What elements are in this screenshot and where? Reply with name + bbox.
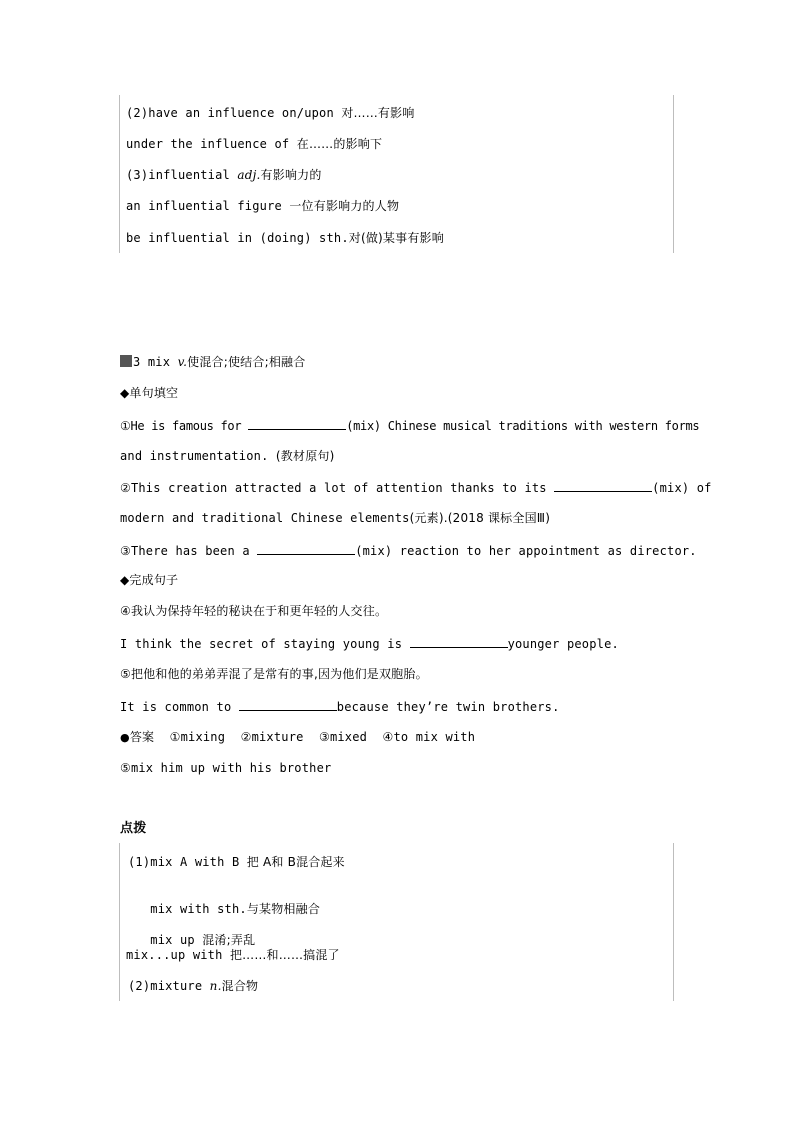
line-zh: 把……和……搞混了 — [229, 948, 340, 962]
q-text: younger people. — [507, 637, 619, 651]
question-2-cont — [120, 510, 550, 526]
box2-line-3 — [128, 916, 255, 948]
answer-marker-icon: ● — [120, 731, 130, 744]
box2-line-4 — [126, 947, 340, 963]
entry-heading — [120, 354, 305, 370]
box2-line-5 — [128, 978, 258, 994]
box2-line-2 — [128, 885, 320, 917]
q-text: ①He is famous for — [120, 419, 249, 433]
line-en: (1)mix A with B — [128, 855, 247, 869]
q-text: (mix) of — [652, 481, 712, 495]
line-en: (2)mixture — [128, 979, 210, 993]
tip-title: 点拨 — [120, 821, 147, 836]
line-zh: 对……有影响 — [341, 106, 415, 120]
part-of-speech: adj. — [237, 168, 261, 182]
box1-line-5 — [126, 230, 444, 246]
line-zh: 把 A和 B混合起来 — [246, 855, 345, 869]
answer-blank — [239, 698, 337, 711]
question-1 — [120, 417, 699, 434]
answer-blank — [248, 417, 346, 430]
q-text: because they’re twin brothers. — [336, 700, 560, 714]
answer-blank — [257, 542, 355, 555]
question-5 — [120, 698, 560, 715]
answer-blank — [410, 635, 508, 648]
q-text: (mix) reaction to her appointment as director. — [355, 544, 697, 558]
answer-label: 答案 — [129, 730, 155, 744]
line-en: an influential figure — [126, 199, 290, 213]
box1-line-2 — [126, 136, 382, 152]
q-text: modern and traditional Chinese elements — [120, 511, 410, 525]
question-4-zh: ④我认为保持年轻的秘诀在于和更年轻的人交往。 — [120, 604, 388, 618]
answer-line-2: ⑤mix him up with his brother — [120, 761, 332, 775]
box1-line-4 — [126, 198, 399, 214]
answer-item: ③mixed — [318, 730, 368, 744]
line-en: (2)have an influence on/upon — [126, 106, 342, 120]
question-5-zh: ⑤把他和他的弟弟弄混了是常有的事,因为他们是双胞胎。 — [120, 667, 428, 681]
question-4 — [120, 635, 619, 652]
line-en: under the influence of — [126, 137, 297, 151]
line-en: mix up — [142, 933, 203, 947]
question-3 — [120, 542, 697, 559]
entry-meaning: 使混合;使结合;相融合 — [187, 355, 306, 369]
q-text: and instrumentation. — [120, 449, 276, 463]
line-zh: 在……的影响下 — [296, 137, 383, 151]
section-title-complete-sentence: ◆完成句子 — [120, 573, 179, 587]
line-zh: 混合物 — [221, 979, 259, 993]
line-en: (3)influential — [126, 168, 238, 182]
entry-pos: v. — [177, 355, 188, 369]
line-en: mix with sth. — [142, 902, 247, 916]
answer-item: ④to mix with — [382, 730, 476, 744]
box1-line-1 — [126, 105, 415, 121]
part-of-speech: n. — [209, 979, 222, 993]
q-text: (mix) Chinese musical traditions with western forms — [346, 419, 700, 433]
entry-word: 3 mix — [133, 355, 178, 369]
box1-line-3 — [126, 167, 322, 183]
q-text: It is common to — [120, 700, 239, 714]
box2-line-1 — [128, 854, 345, 870]
question-1-cont — [120, 448, 335, 464]
q-text: ②This creation attracted a lot of attention thanks to its — [120, 481, 555, 495]
q-source: (教材原句) — [275, 449, 335, 463]
answer-line — [120, 729, 475, 746]
question-2 — [120, 479, 712, 496]
answer-item: ②mixture — [240, 730, 304, 744]
line-en: be influential in (doing) sth. — [126, 231, 349, 245]
q-text: I think the secret of staying young is — [120, 637, 410, 651]
answer-item: ①mixing — [169, 730, 226, 744]
q-text: ③There has been a — [120, 544, 258, 558]
line-en: mix...up with — [126, 948, 230, 962]
section-title-fill-in: ◆单句填空 — [120, 386, 179, 400]
entry-square-icon — [120, 355, 132, 367]
q-source: (元素).(2018 课标全国Ⅲ) — [409, 511, 551, 525]
line-zh: 与某物相融合 — [246, 902, 321, 916]
line-zh: 对(做)某事有影响 — [348, 231, 444, 245]
answer-blank — [554, 479, 652, 492]
line-zh: 混淆;弄乱 — [202, 933, 256, 947]
line-zh: 一位有影响力的人物 — [289, 199, 400, 213]
line-zh: 有影响力的 — [260, 168, 322, 182]
